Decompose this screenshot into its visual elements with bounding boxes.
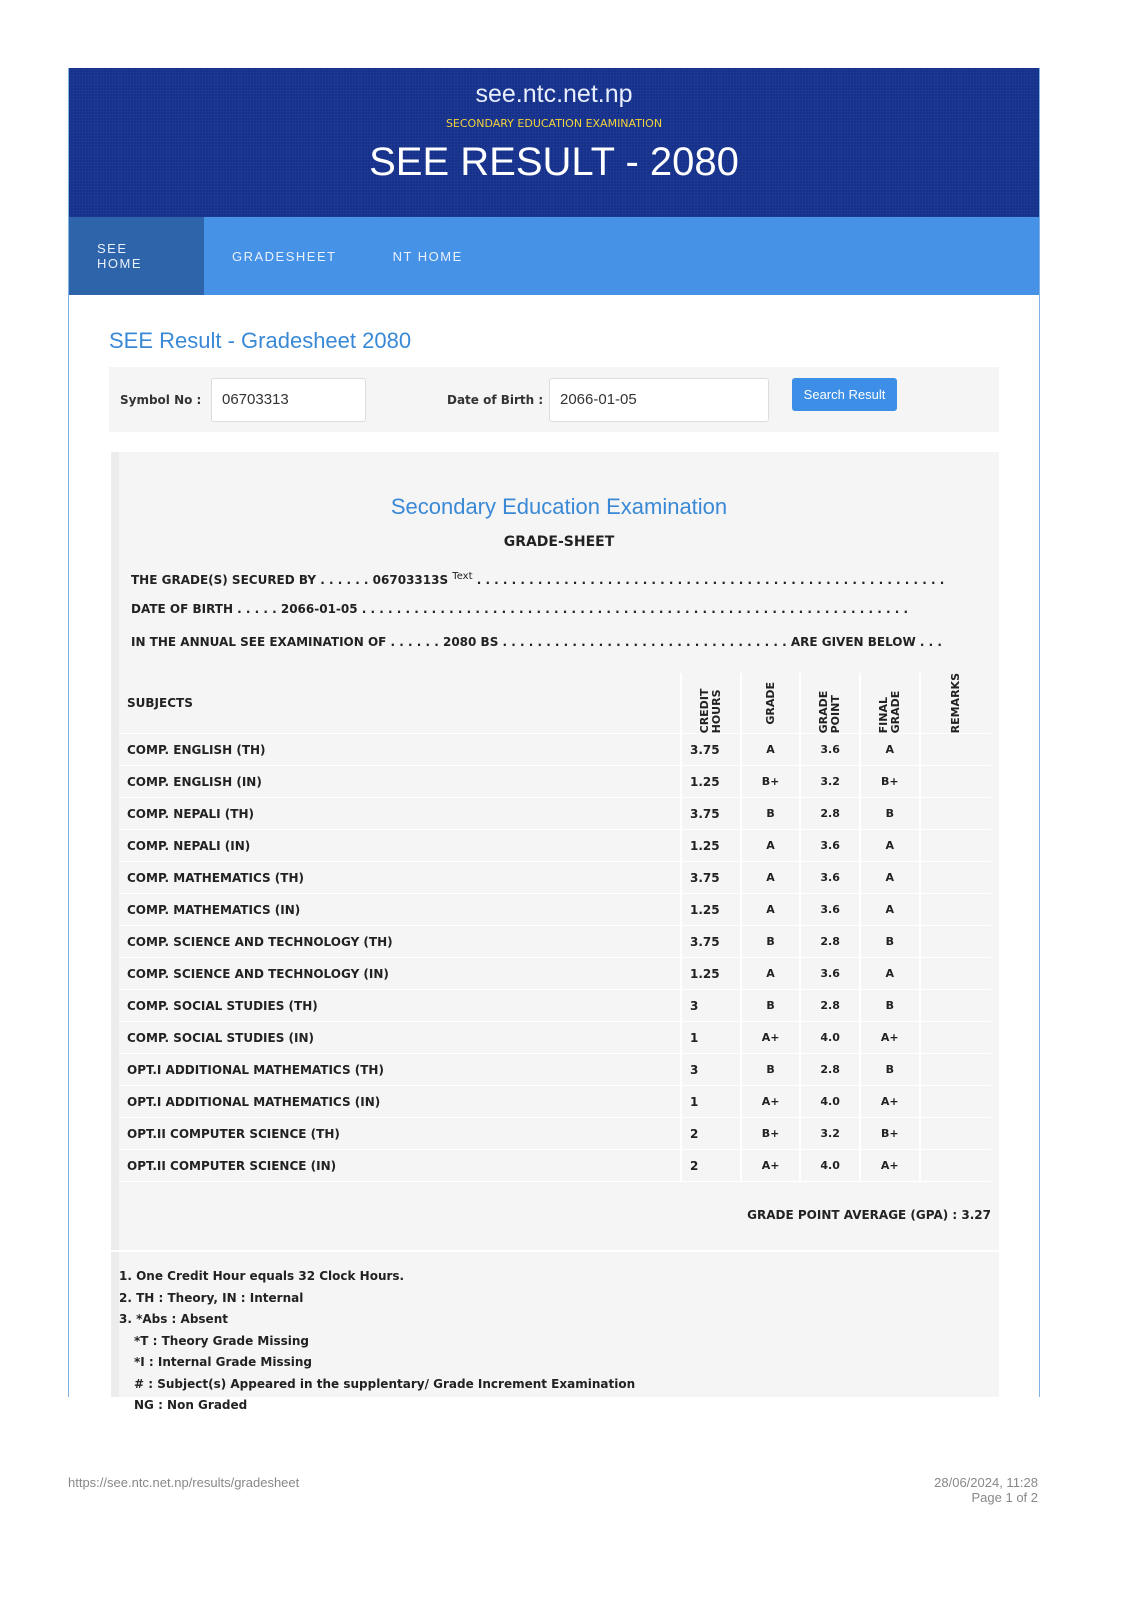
grade-point-cell: 3.2: [800, 766, 860, 798]
header-remarks: [920, 673, 991, 734]
subject-cell: COMP. NEPALI (IN): [119, 830, 681, 862]
credit-hours-cell: 1.25: [681, 830, 741, 862]
remarks-cell: [920, 894, 991, 926]
symbol-label: Symbol No :: [120, 392, 202, 407]
note-item: NG : Non Graded: [134, 1398, 248, 1413]
header-text: FINAL GRADE: [876, 690, 902, 734]
final-grade-cell: A: [860, 830, 920, 862]
grade-cell: A+: [741, 1086, 801, 1118]
final-grade-cell: A+: [860, 1022, 920, 1054]
header-subjects: SUBJECTS: [119, 673, 681, 734]
grade-point-cell: 2.8: [800, 926, 860, 958]
subject-cell: COMP. SOCIAL STUDIES (IN): [119, 1022, 681, 1054]
note-item: *T : Theory Grade Missing: [134, 1333, 310, 1348]
subject-cell: COMP. ENGLISH (TH): [119, 734, 681, 766]
header-credit-hours: [681, 673, 741, 734]
grade-cell: A: [741, 830, 801, 862]
credit-hours-cell: 1: [681, 1086, 741, 1118]
footer-meta: [934, 1475, 1038, 1505]
nav-see-home[interactable]: SEE HOME: [69, 217, 204, 295]
credit-hours-cell: 3: [681, 990, 741, 1022]
header-final-grade: [860, 673, 920, 734]
banner-title: SEE RESULT - 2080: [369, 140, 739, 184]
final-grade-cell: A+: [860, 1150, 920, 1182]
credit-hours-cell: 1: [681, 1022, 741, 1054]
remarks-cell: [920, 734, 991, 766]
grade-point-cell: 4.0: [800, 1086, 860, 1118]
remarks-cell: [920, 830, 991, 862]
gpa: GRADE POINT AVERAGE (GPA) : 3.27: [747, 1208, 991, 1223]
final-grade-cell: A: [860, 894, 920, 926]
grade-cell: B: [741, 990, 801, 1022]
grade-point-cell: 3.6: [800, 862, 860, 894]
grade-cell: B+: [741, 1118, 801, 1150]
dob-line: DATE OF BIRTH . . . . . 2066-01-05 . . . . . . . . . . . . . . . . . . . . . . . . . . . . . . . . . . . . . . . . . . . . . . . . . . . . . . . . . . . . . . .: [131, 602, 908, 616]
remarks-cell: [920, 926, 991, 958]
header-text: CREDIT HOURS: [697, 688, 723, 734]
credit-hours-cell: 1.25: [681, 958, 741, 990]
final-grade-cell: B: [860, 990, 920, 1022]
symbol-input[interactable]: [211, 378, 366, 422]
subject-cell: OPT.I ADDITIONAL MATHEMATICS (TH): [119, 1054, 681, 1086]
table-row: [119, 734, 991, 766]
header-grade-point: [800, 673, 860, 734]
subject-cell: COMP. ENGLISH (IN): [119, 766, 681, 798]
secured-by-line: [131, 560, 945, 593]
subject-cell: COMP. SOCIAL STUDIES (TH): [119, 990, 681, 1022]
table-row: [119, 830, 991, 862]
credit-hours-cell: 1.25: [681, 766, 741, 798]
grade-point-cell: 3.6: [800, 734, 860, 766]
final-grade-cell: B+: [860, 766, 920, 798]
sheet-subheading: GRADE-SHEET: [503, 534, 615, 550]
table-row: [119, 766, 991, 798]
nav-nt-home[interactable]: NT HOME: [392, 248, 463, 264]
subject-cell: COMP. MATHEMATICS (IN): [119, 894, 681, 926]
footer-datetime: 28/06/2024, 11:28: [934, 1475, 1038, 1490]
header-text: REMARKS: [948, 673, 962, 734]
nav-gradesheet[interactable]: GRADESHEET: [232, 248, 337, 264]
grade-cell: A: [741, 862, 801, 894]
table-row: [119, 1054, 991, 1086]
text-tag: Text: [452, 571, 473, 582]
remarks-cell: [920, 1150, 991, 1182]
grade-point-cell: 3.2: [800, 1118, 860, 1150]
grade-point-cell: 3.6: [800, 894, 860, 926]
gradesheet: [111, 452, 999, 1413]
credit-hours-cell: 3.75: [681, 862, 741, 894]
credit-hours-cell: 1.25: [681, 894, 741, 926]
grades-table: [119, 673, 991, 1182]
table-row: [119, 926, 991, 958]
credit-hours-cell: 3.75: [681, 798, 741, 830]
subject-cell: COMP. MATHEMATICS (TH): [119, 862, 681, 894]
banner: [69, 68, 1039, 217]
grade-cell: A: [741, 894, 801, 926]
sheet-heading: Secondary Education Examination: [390, 494, 728, 519]
table-row: [119, 1022, 991, 1054]
table-row: [119, 990, 991, 1022]
notes: [111, 1250, 999, 1417]
note-item: 1. One Credit Hour equals 32 Clock Hours.: [119, 1269, 405, 1284]
grade-point-cell: 3.6: [800, 958, 860, 990]
dob-label: Date of Birth :: [447, 392, 544, 407]
table-row: [119, 798, 991, 830]
header-text: GRADE: [763, 681, 777, 725]
banner-subtitle: SECONDARY EDUCATION EXAMINATION: [445, 117, 663, 130]
note-item: 2. TH : Theory, IN : Internal: [119, 1290, 304, 1305]
note-item: 3. *Abs : Absent: [119, 1312, 228, 1327]
grade-point-cell: 2.8: [800, 1054, 860, 1086]
credit-hours-cell: 2: [681, 1150, 741, 1182]
table-row: [119, 958, 991, 990]
table-row: [119, 894, 991, 926]
page-title: SEE Result - Gradesheet 2080: [109, 328, 412, 353]
grade-cell: A+: [741, 1022, 801, 1054]
final-grade-cell: B+: [860, 1118, 920, 1150]
final-grade-cell: A: [860, 958, 920, 990]
remarks-cell: [920, 1054, 991, 1086]
remarks-cell: [920, 766, 991, 798]
note-item: *I : Internal Grade Missing: [134, 1355, 312, 1370]
subject-cell: COMP. NEPALI (TH): [119, 798, 681, 830]
note-item: # : Subject(s) Appeared in the supplentary/ Grade Increment Examination: [134, 1376, 636, 1391]
grade-point-cell: 2.8: [800, 798, 860, 830]
grade-cell: B: [741, 926, 801, 958]
site-name: see.ntc.net.np: [475, 80, 633, 108]
grade-point-cell: 4.0: [800, 1022, 860, 1054]
final-grade-cell: B: [860, 926, 920, 958]
table-row: [119, 1118, 991, 1150]
subject-cell: COMP. SCIENCE AND TECHNOLOGY (IN): [119, 958, 681, 990]
grade-point-cell: 4.0: [800, 1150, 860, 1182]
remarks-cell: [920, 1118, 991, 1150]
credit-hours-cell: 3.75: [681, 734, 741, 766]
dots: . . . . . . . . . . . . . . . . . . . . . . . . . . . . . . . . . . . . . . . . . . . . . . . . . . . . . .: [472, 573, 945, 587]
remarks-cell: [920, 958, 991, 990]
remarks-cell: [920, 798, 991, 830]
header-text: GRADE POINT: [817, 690, 843, 734]
credit-hours-cell: 2: [681, 1118, 741, 1150]
final-grade-cell: A+: [860, 1086, 920, 1118]
subject-cell: OPT.II COMPUTER SCIENCE (TH): [119, 1118, 681, 1150]
exam-line: IN THE ANNUAL SEE EXAMINATION OF . . . . . . 2080 BS . . . . . . . . . . . . . . . . . . . . . . . . . . . . . . . . . ARE GIVEN BELOW . . .: [131, 635, 942, 649]
credit-hours-cell: 3.75: [681, 926, 741, 958]
header-grade: [741, 673, 801, 734]
remarks-cell: [920, 862, 991, 894]
grade-cell: A+: [741, 1150, 801, 1182]
footer-url: https://see.ntc.net.np/results/gradesheet: [68, 1475, 300, 1490]
search-result-button[interactable]: Search Result: [792, 378, 897, 411]
grade-cell: B+: [741, 766, 801, 798]
final-grade-cell: B: [860, 1054, 920, 1086]
table-row: [119, 862, 991, 894]
grade-cell: B: [741, 798, 801, 830]
dob-input[interactable]: [549, 378, 769, 422]
table-row: [119, 1086, 991, 1118]
remarks-cell: [920, 990, 991, 1022]
remarks-cell: [920, 1086, 991, 1118]
nav-bar: [69, 217, 1039, 295]
table-row: [119, 1150, 991, 1182]
subject-cell: OPT.II COMPUTER SCIENCE (IN): [119, 1150, 681, 1182]
remarks-cell: [920, 1022, 991, 1054]
subject-cell: COMP. SCIENCE AND TECHNOLOGY (TH): [119, 926, 681, 958]
secured-by-text: THE GRADE(S) SECURED BY . . . . . . 06703313S: [131, 573, 453, 587]
grade-cell: A: [741, 734, 801, 766]
final-grade-cell: A: [860, 734, 920, 766]
grade-point-cell: 2.8: [800, 990, 860, 1022]
grade-cell: B: [741, 1054, 801, 1086]
subject-cell: OPT.I ADDITIONAL MATHEMATICS (IN): [119, 1086, 681, 1118]
credit-hours-cell: 3: [681, 1054, 741, 1086]
footer-page: Page 1 of 2: [971, 1490, 1038, 1505]
search-form: [109, 367, 999, 432]
grade-cell: A: [741, 958, 801, 990]
page: [68, 68, 1040, 1413]
grade-point-cell: 3.6: [800, 830, 860, 862]
final-grade-cell: B: [860, 798, 920, 830]
final-grade-cell: A: [860, 862, 920, 894]
